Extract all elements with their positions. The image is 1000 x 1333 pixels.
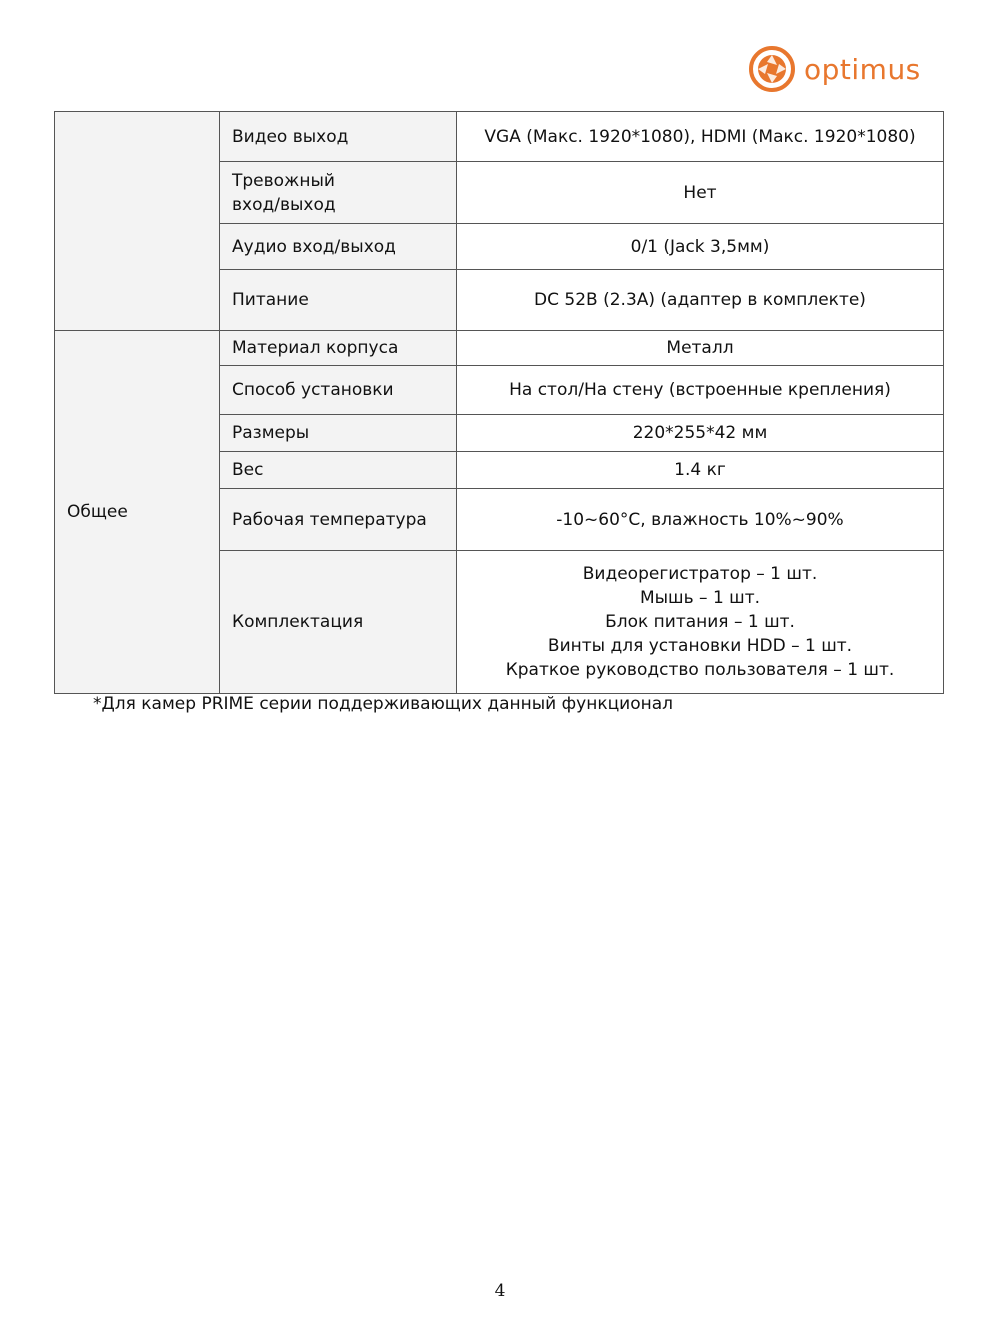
group-cell: Общее [55, 331, 220, 694]
param-cell: Комплектация [220, 551, 457, 694]
value-cell: -10~60°С, влажность 10%~90% [457, 489, 944, 551]
aperture-icon [748, 45, 796, 93]
param-cell: Тревожный вход/выход [220, 162, 457, 224]
spec-table [54, 111, 944, 694]
table-row [55, 331, 944, 366]
value-cell: VGA (Макс. 1920*1080), HDMI (Макс. 1920*1080) [457, 112, 944, 162]
value-cell: Нет [457, 162, 944, 224]
value-cell: 0/1 (Jack 3,5мм) [457, 224, 944, 270]
value-cell: 220*255*42 мм [457, 415, 944, 452]
page-number: 4 [494, 1281, 506, 1301]
param-cell: Питание [220, 270, 457, 331]
param-cell: Материал корпуса [220, 331, 457, 366]
table-row [55, 112, 944, 162]
param-cell: Размеры [220, 415, 457, 452]
param-cell: Рабочая температура [220, 489, 457, 551]
value-cell: 1.4 кг [457, 452, 944, 489]
logo-text: optimus [804, 52, 921, 86]
param-cell: Аудио вход/выход [220, 224, 457, 270]
param-cell: Видео выход [220, 112, 457, 162]
brand-logo [748, 44, 921, 94]
value-cell: Видеорегистратор – 1 шт. Мышь – 1 шт. Блок питания – 1 шт. Винты для установки HDD – 1 шт. Краткое руководство пользователя – 1 шт. [457, 551, 944, 694]
value-cell: На стол/На стену (встроенные крепления) [457, 366, 944, 415]
group-cell-empty [55, 112, 220, 331]
value-cell: Металл [457, 331, 944, 366]
value-cell: DC 52В (2.3А) (адаптер в комплекте) [457, 270, 944, 331]
footnote: *Для камер PRIME серии поддерживающих данный функционал [93, 694, 674, 714]
param-cell: Вес [220, 452, 457, 489]
param-cell: Способ установки [220, 366, 457, 415]
